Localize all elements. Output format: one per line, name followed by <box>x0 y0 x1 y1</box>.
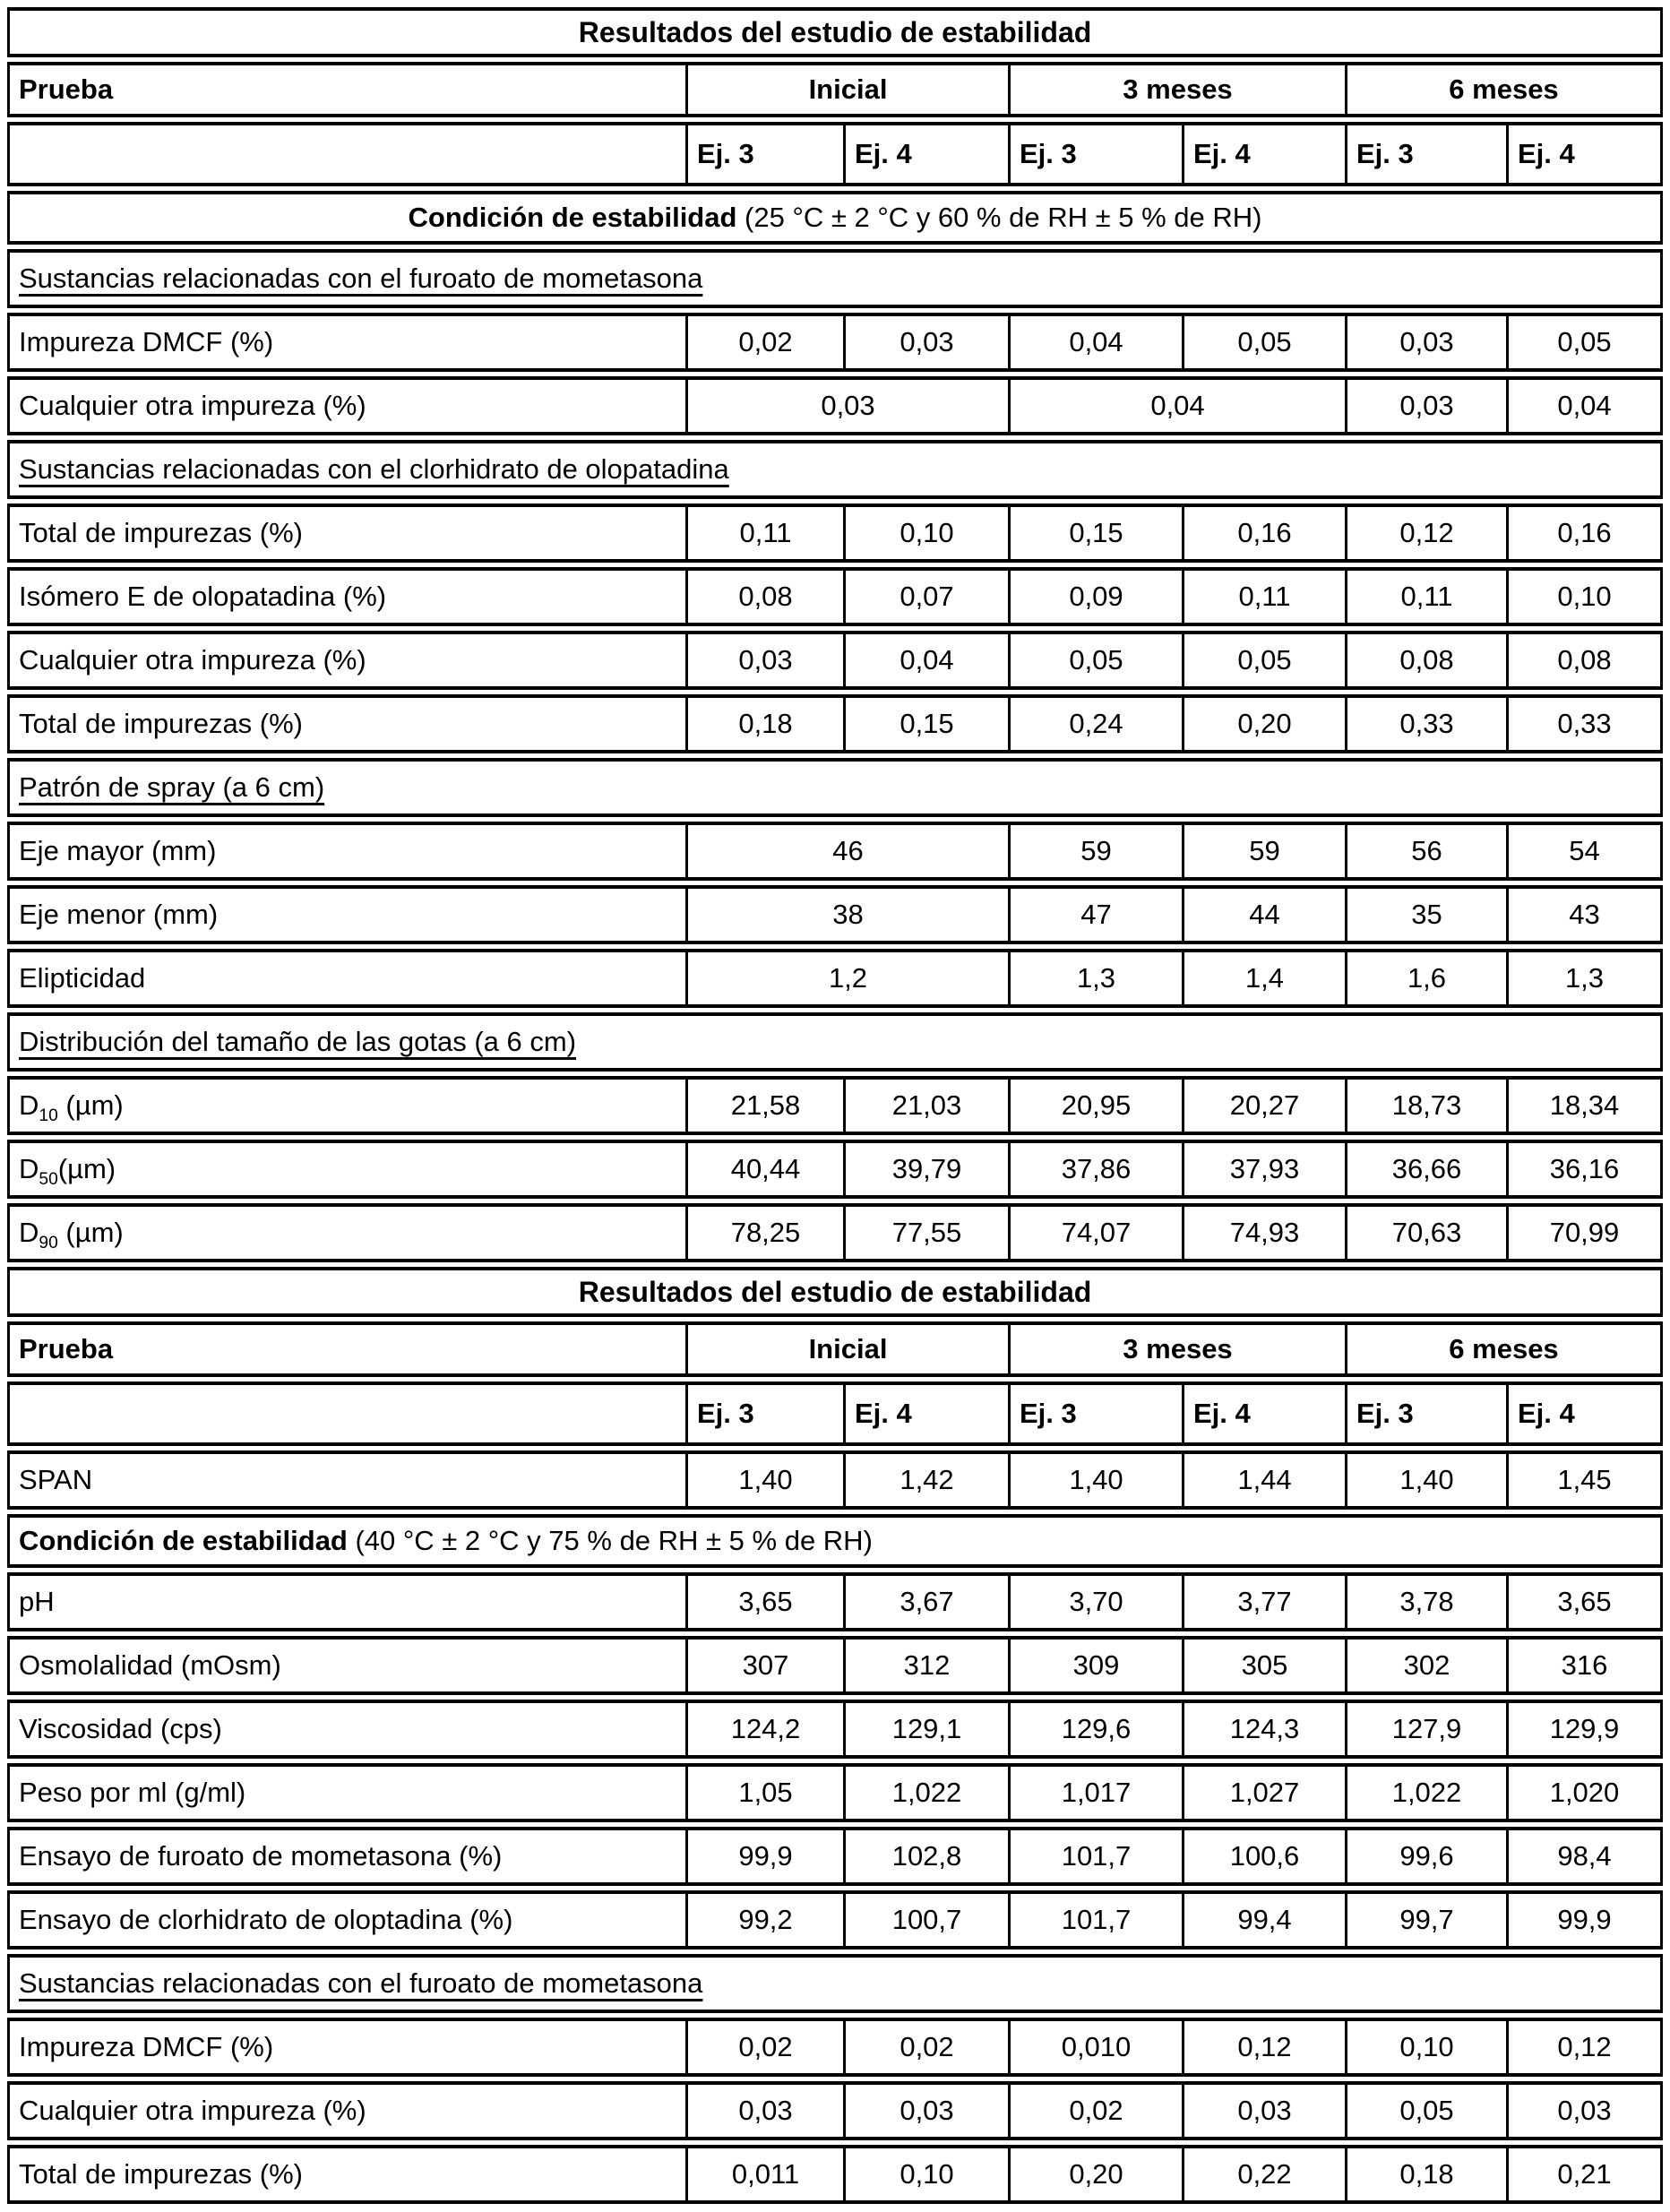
value-cell: 0,03 <box>1184 2081 1347 2140</box>
value-cell: 0,011 <box>688 2145 846 2204</box>
value-cell: 0,03 <box>1347 313 1509 372</box>
value-cell: 129,9 <box>1509 1700 1663 1759</box>
table-row-data <box>7 313 1663 372</box>
value-cell: 0,08 <box>688 567 846 626</box>
value-cell: 40,44 <box>688 1140 846 1199</box>
row-label-subscript: 90 <box>39 1234 58 1253</box>
value-cell: 0,12 <box>1347 504 1509 563</box>
row-label <box>7 1203 688 1262</box>
value-cell: 101,7 <box>1011 1890 1184 1949</box>
time-group-header: 3 meses <box>1011 62 1347 117</box>
row-label-base: D <box>19 1153 39 1184</box>
value-cell: 3,70 <box>1011 1572 1184 1631</box>
value-cell: 102,8 <box>846 1827 1011 1886</box>
row-label-unit: (µm) <box>57 1217 124 1248</box>
table-row-data <box>7 504 1663 563</box>
value-cell: 99,2 <box>688 1890 846 1949</box>
row-label: Impureza DMCF (%) <box>7 313 688 372</box>
time-group-header: Inicial <box>688 62 1011 117</box>
value-cell: 316 <box>1509 1636 1663 1695</box>
value-cell: 99,6 <box>1347 1827 1509 1886</box>
value-cell: 1,3 <box>1011 949 1184 1008</box>
row-label: Viscosidad (cps) <box>7 1700 688 1759</box>
value-cell: 3,67 <box>846 1572 1011 1631</box>
row-label <box>7 1140 688 1199</box>
value-cell: 54 <box>1509 822 1663 881</box>
value-cell: 0,11 <box>1184 567 1347 626</box>
empty-label-cell <box>7 122 688 186</box>
section-header <box>7 1954 1663 2013</box>
value-cell: 0,10 <box>1347 2018 1509 2077</box>
stability-table <box>7 3 1663 2208</box>
value-cell: 18,73 <box>1347 1076 1509 1135</box>
value-cell: 124,3 <box>1184 1700 1347 1759</box>
value-cell: 1,6 <box>1347 949 1509 1008</box>
table-row-data <box>7 2081 1663 2140</box>
table-row-data <box>7 1572 1663 1631</box>
value-cell: 1,40 <box>1347 1450 1509 1510</box>
value-cell: 59 <box>1011 822 1184 881</box>
row-label: Cualquier otra impureza (%) <box>7 2081 688 2140</box>
time-group-header: 3 meses <box>1011 1321 1347 1377</box>
condition-detail: (40 °C ± 2 °C y 75 % de RH ± 5 % de RH) <box>347 1525 873 1556</box>
value-cell: 0,10 <box>846 504 1011 563</box>
table-row-data <box>7 1203 1663 1262</box>
value-cell: 0,04 <box>1011 313 1184 372</box>
value-cell: 70,99 <box>1509 1203 1663 1262</box>
row-label: Total de impurezas (%) <box>7 2145 688 2204</box>
value-cell: 21,03 <box>846 1076 1011 1135</box>
value-cell: 44 <box>1184 885 1347 944</box>
table-row-data <box>7 1827 1663 1886</box>
value-cell: 1,3 <box>1509 949 1663 1008</box>
value-cell: 1,017 <box>1011 1763 1184 1822</box>
row-label: Osmolalidad (mOsm) <box>7 1636 688 1695</box>
value-cell: 20,27 <box>1184 1076 1347 1135</box>
row-label-unit: (µm) <box>57 1089 124 1121</box>
value-cell: 36,66 <box>1347 1140 1509 1199</box>
value-cell: 1,40 <box>1011 1450 1184 1510</box>
row-label-unit: (µm) <box>57 1153 116 1184</box>
value-cell: 3,65 <box>1509 1572 1663 1631</box>
stability-table-body <box>7 7 1663 2204</box>
section-header-text: Patrón de spray (a 6 cm) <box>19 771 325 803</box>
row-label: Eje mayor (mm) <box>7 822 688 881</box>
value-cell: 59 <box>1184 822 1347 881</box>
table-row-header <box>7 1321 1663 1377</box>
value-cell: 47 <box>1011 885 1184 944</box>
value-cell: 0,21 <box>1509 2145 1663 2204</box>
time-group-header: 6 meses <box>1347 62 1663 117</box>
value-cell: 0,22 <box>1184 2145 1347 2204</box>
value-cell: 127,9 <box>1347 1700 1509 1759</box>
value-cell: 1,40 <box>688 1450 846 1510</box>
value-cell: 0,16 <box>1184 504 1347 563</box>
example-column-header: Ej. 3 <box>688 122 846 186</box>
value-cell: 18,34 <box>1509 1076 1663 1135</box>
value-cell: 0,03 <box>1347 376 1509 435</box>
empty-label-cell <box>7 1381 688 1446</box>
section-header <box>7 1012 1663 1072</box>
value-cell: 129,1 <box>846 1700 1011 1759</box>
value-cell: 0,04 <box>1011 376 1347 435</box>
value-cell: 0,03 <box>846 313 1011 372</box>
example-column-header: Ej. 3 <box>1347 122 1509 186</box>
row-label-base: D <box>19 1217 39 1248</box>
table-row-data <box>7 822 1663 881</box>
value-cell: 1,42 <box>846 1450 1011 1510</box>
condition-row <box>7 1514 1663 1568</box>
section-header <box>7 249 1663 308</box>
value-cell: 3,78 <box>1347 1572 1509 1631</box>
value-cell: 99,9 <box>1509 1890 1663 1949</box>
value-cell: 21,58 <box>688 1076 846 1135</box>
table-row-data <box>7 2018 1663 2077</box>
table-row-data <box>7 567 1663 626</box>
value-cell: 0,07 <box>846 567 1011 626</box>
table-row-title <box>7 1267 1663 1317</box>
table-row-data <box>7 694 1663 753</box>
table-title: Resultados del estudio de estabilidad <box>7 7 1663 57</box>
value-cell: 46 <box>688 822 1011 881</box>
value-cell: 124,2 <box>688 1700 846 1759</box>
table-row-data <box>7 885 1663 944</box>
table-row-data <box>7 1890 1663 1949</box>
row-label <box>7 1076 688 1135</box>
value-cell: 0,24 <box>1011 694 1184 753</box>
table-row-data <box>7 1700 1663 1759</box>
row-label: Cualquier otra impureza (%) <box>7 631 688 690</box>
condition-title: Condición de estabilidad <box>408 202 737 233</box>
value-cell: 1,05 <box>688 1763 846 1822</box>
value-cell: 0,20 <box>1184 694 1347 753</box>
value-cell: 39,79 <box>846 1140 1011 1199</box>
table-row-data <box>7 1450 1663 1510</box>
time-group-header: Inicial <box>688 1321 1011 1377</box>
value-cell: 129,6 <box>1011 1700 1184 1759</box>
value-cell: 37,86 <box>1011 1140 1184 1199</box>
table-row-data <box>7 1636 1663 1695</box>
example-column-header: Ej. 4 <box>1184 1381 1347 1446</box>
example-column-header: Ej. 3 <box>1011 122 1184 186</box>
row-label: Impureza DMCF (%) <box>7 2018 688 2077</box>
value-cell: 0,05 <box>1509 313 1663 372</box>
value-cell: 0,10 <box>1509 567 1663 626</box>
condition-title: Condición de estabilidad <box>19 1525 348 1556</box>
row-label: Elipticidad <box>7 949 688 1008</box>
value-cell: 0,03 <box>846 2081 1011 2140</box>
section-header-text: Sustancias relacionadas con el furoato de mometasona <box>19 1967 703 1999</box>
table-row-condition <box>7 191 1663 245</box>
value-cell: 38 <box>688 885 1011 944</box>
example-column-header: Ej. 4 <box>846 122 1011 186</box>
value-cell: 0,10 <box>846 2145 1011 2204</box>
value-cell: 20,95 <box>1011 1076 1184 1135</box>
table-row-data <box>7 1076 1663 1135</box>
value-cell: 43 <box>1509 885 1663 944</box>
table-row-subheader <box>7 1381 1663 1446</box>
value-cell: 0,09 <box>1011 567 1184 626</box>
value-cell: 0,02 <box>846 2018 1011 2077</box>
example-column-header: Ej. 4 <box>846 1381 1011 1446</box>
value-cell: 56 <box>1347 822 1509 881</box>
table-row-section <box>7 1012 1663 1072</box>
value-cell: 1,44 <box>1184 1450 1347 1510</box>
value-cell: 37,93 <box>1184 1140 1347 1199</box>
row-label: pH <box>7 1572 688 1631</box>
value-cell: 0,03 <box>1509 2081 1663 2140</box>
value-cell: 78,25 <box>688 1203 846 1262</box>
value-cell: 0,18 <box>1347 2145 1509 2204</box>
time-group-header: 6 meses <box>1347 1321 1663 1377</box>
condition-row <box>7 191 1663 245</box>
row-label: Isómero E de olopatadina (%) <box>7 567 688 626</box>
value-cell: 309 <box>1011 1636 1184 1695</box>
value-cell: 1,027 <box>1184 1763 1347 1822</box>
value-cell: 100,6 <box>1184 1827 1347 1886</box>
value-cell: 0,33 <box>1509 694 1663 753</box>
value-cell: 0,16 <box>1509 504 1663 563</box>
section-header <box>7 758 1663 817</box>
value-cell: 70,63 <box>1347 1203 1509 1262</box>
table-row-subheader <box>7 122 1663 186</box>
row-label: SPAN <box>7 1450 688 1510</box>
section-header-text: Sustancias relacionadas con el furoato de mometasona <box>19 263 703 294</box>
example-column-header: Ej. 4 <box>1184 122 1347 186</box>
value-cell: 0,03 <box>688 631 846 690</box>
row-label: Ensayo de furoato de mometasona (%) <box>7 1827 688 1886</box>
value-cell: 1,022 <box>1347 1763 1509 1822</box>
value-cell: 1,2 <box>688 949 1011 1008</box>
row-label: Cualquier otra impureza (%) <box>7 376 688 435</box>
row-label: Total de impurezas (%) <box>7 504 688 563</box>
value-cell: 0,18 <box>688 694 846 753</box>
value-cell: 0,12 <box>1509 2018 1663 2077</box>
condition-detail: (25 °C ± 2 °C y 60 % de RH ± 5 % de RH) <box>736 202 1262 233</box>
table-row-section <box>7 1954 1663 2013</box>
table-row-section <box>7 758 1663 817</box>
table-row-condition <box>7 1514 1663 1568</box>
example-column-header: Ej. 4 <box>1509 122 1663 186</box>
value-cell: 312 <box>846 1636 1011 1695</box>
row-label-subscript: 10 <box>39 1106 58 1126</box>
table-row-header <box>7 62 1663 117</box>
row-label-base: D <box>19 1089 39 1121</box>
value-cell: 0,08 <box>1509 631 1663 690</box>
example-column-header: Ej. 4 <box>1509 1381 1663 1446</box>
value-cell: 36,16 <box>1509 1140 1663 1199</box>
row-label: Ensayo de clorhidrato de oloptadina (%) <box>7 1890 688 1949</box>
table-row-data <box>7 2145 1663 2204</box>
table-title: Resultados del estudio de estabilidad <box>7 1267 1663 1317</box>
value-cell: 0,20 <box>1011 2145 1184 2204</box>
value-cell: 0,05 <box>1011 631 1184 690</box>
row-label: Peso por ml (g/ml) <box>7 1763 688 1822</box>
value-cell: 100,7 <box>846 1890 1011 1949</box>
row-label-subscript: 50 <box>39 1170 58 1190</box>
value-cell: 74,07 <box>1011 1203 1184 1262</box>
value-cell: 0,12 <box>1184 2018 1347 2077</box>
example-column-header: Ej. 3 <box>1011 1381 1184 1446</box>
value-cell: 0,11 <box>688 504 846 563</box>
value-cell: 0,05 <box>1184 313 1347 372</box>
value-cell: 0,04 <box>1509 376 1663 435</box>
value-cell: 1,4 <box>1184 949 1347 1008</box>
section-header-text: Distribución del tamaño de las gotas (a 6 cm) <box>19 1026 577 1057</box>
value-cell: 74,93 <box>1184 1203 1347 1262</box>
value-cell: 0,03 <box>688 2081 846 2140</box>
value-cell: 0,11 <box>1347 567 1509 626</box>
table-row-data <box>7 1763 1663 1822</box>
value-cell: 99,9 <box>688 1827 846 1886</box>
table-row-data <box>7 376 1663 435</box>
value-cell: 3,65 <box>688 1572 846 1631</box>
column-header-test: Prueba <box>7 62 688 117</box>
example-column-header: Ej. 3 <box>688 1381 846 1446</box>
value-cell: 99,7 <box>1347 1890 1509 1949</box>
value-cell: 0,15 <box>846 694 1011 753</box>
value-cell: 0,08 <box>1347 631 1509 690</box>
example-column-header: Ej. 3 <box>1347 1381 1509 1446</box>
value-cell: 98,4 <box>1509 1827 1663 1886</box>
table-row-data <box>7 631 1663 690</box>
value-cell: 1,022 <box>846 1763 1011 1822</box>
table-row-data <box>7 1140 1663 1199</box>
table-row-section <box>7 249 1663 308</box>
value-cell: 99,4 <box>1184 1890 1347 1949</box>
value-cell: 0,05 <box>1184 631 1347 690</box>
table-row-data <box>7 949 1663 1008</box>
column-header-test: Prueba <box>7 1321 688 1377</box>
value-cell: 305 <box>1184 1636 1347 1695</box>
value-cell: 77,55 <box>846 1203 1011 1262</box>
row-label: Eje menor (mm) <box>7 885 688 944</box>
row-label: Total de impurezas (%) <box>7 694 688 753</box>
value-cell: 0,04 <box>846 631 1011 690</box>
value-cell: 1,020 <box>1509 1763 1663 1822</box>
table-row-title <box>7 7 1663 57</box>
value-cell: 302 <box>1347 1636 1509 1695</box>
value-cell: 0,05 <box>1347 2081 1509 2140</box>
value-cell: 0,02 <box>1011 2081 1184 2140</box>
value-cell: 0,03 <box>688 376 1011 435</box>
table-row-section <box>7 440 1663 499</box>
value-cell: 307 <box>688 1636 846 1695</box>
value-cell: 0,010 <box>1011 2018 1184 2077</box>
section-header <box>7 440 1663 499</box>
value-cell: 1,45 <box>1509 1450 1663 1510</box>
value-cell: 0,33 <box>1347 694 1509 753</box>
value-cell: 0,15 <box>1011 504 1184 563</box>
value-cell: 0,02 <box>688 2018 846 2077</box>
value-cell: 3,77 <box>1184 1572 1347 1631</box>
section-header-text: Sustancias relacionadas con el clorhidrato de olopatadina <box>19 453 729 485</box>
value-cell: 35 <box>1347 885 1509 944</box>
value-cell: 101,7 <box>1011 1827 1184 1886</box>
value-cell: 0,02 <box>688 313 846 372</box>
